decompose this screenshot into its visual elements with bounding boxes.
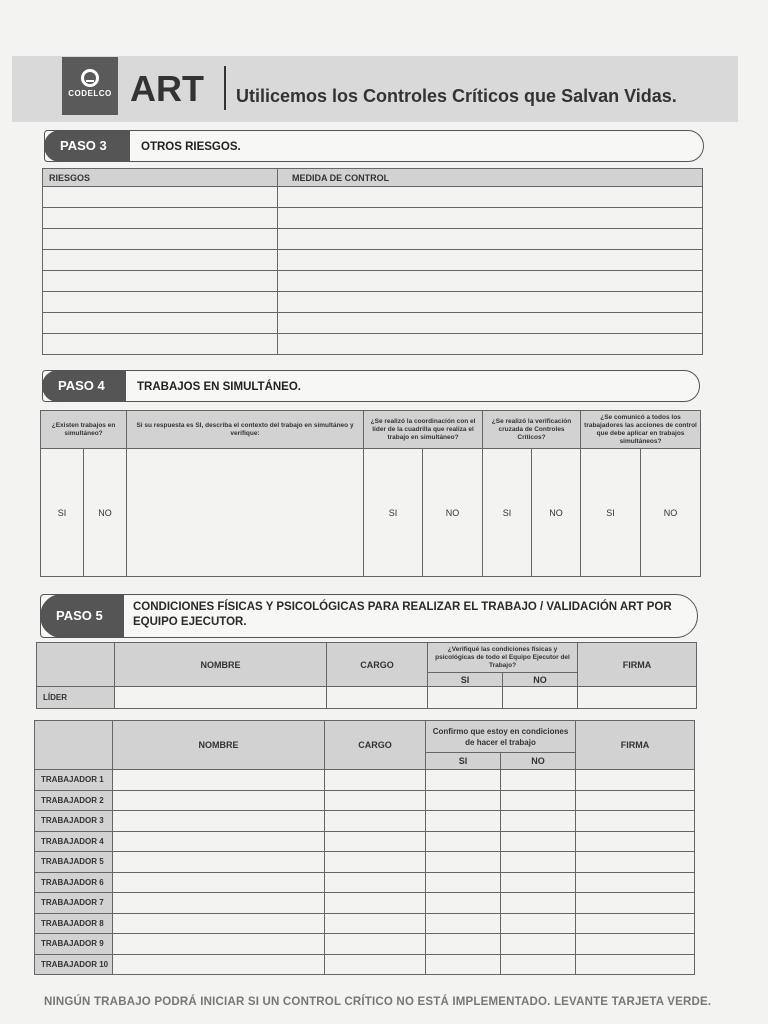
- workers-firma-header: FIRMA: [576, 721, 695, 770]
- lider-no-cell[interactable]: [503, 687, 578, 709]
- lider-firma-cell[interactable]: [578, 687, 697, 709]
- comunico-header: ¿Se comunicó a todos los trabajadores las acciones de control que debe aplicar en trabajos simultáneos?: [581, 411, 701, 449]
- verificacion-no[interactable]: NO: [532, 449, 581, 577]
- existen-trabajos-header: ¿Existen trabajos en simultáneo?: [41, 411, 127, 449]
- worker-firma-cell[interactable]: [576, 770, 695, 791]
- worker-nombre-cell[interactable]: [113, 934, 325, 955]
- worker-firma-cell[interactable]: [576, 893, 695, 914]
- worker-si-cell[interactable]: [426, 790, 501, 811]
- worker-no-cell[interactable]: [501, 770, 576, 791]
- worker-cargo-cell[interactable]: [325, 913, 426, 934]
- worker-nombre-cell[interactable]: [113, 954, 325, 975]
- worker-no-cell[interactable]: [501, 934, 576, 955]
- worker-label: TRABAJADOR 2: [35, 790, 113, 811]
- codelco-logo: [62, 57, 118, 115]
- describa-cell[interactable]: [127, 449, 364, 577]
- worker-si-cell[interactable]: [426, 872, 501, 893]
- worker-cargo-cell[interactable]: [325, 852, 426, 873]
- worker-nombre-cell[interactable]: [113, 913, 325, 934]
- worker-label: TRABAJADOR 8: [35, 913, 113, 934]
- lider-no-header: NO: [503, 673, 578, 687]
- riesgo-cell[interactable]: [43, 271, 278, 292]
- paso4-bar: [42, 370, 700, 402]
- worker-no-cell[interactable]: [501, 954, 576, 975]
- paso3-bar: [44, 130, 704, 162]
- logo-text: CODELCO: [68, 89, 112, 98]
- worker-firma-cell[interactable]: [576, 913, 695, 934]
- describa-header: Si su respuesta es SI, describa el contexto del trabajo en simultáneo y verifique:: [127, 411, 364, 449]
- worker-firma-cell[interactable]: [576, 811, 695, 832]
- worker-nombre-cell[interactable]: [113, 790, 325, 811]
- worker-firma-cell[interactable]: [576, 934, 695, 955]
- page-title: ART: [130, 68, 204, 109]
- riesgos-table: [42, 168, 703, 355]
- worker-cargo-cell[interactable]: [325, 934, 426, 955]
- simultaneo-table: [40, 410, 701, 577]
- worker-cargo-cell[interactable]: [325, 831, 426, 852]
- title-divider: [224, 66, 226, 110]
- worker-label: TRABAJADOR 1: [35, 770, 113, 791]
- coordinacion-si[interactable]: SI: [364, 449, 423, 577]
- worker-label: TRABAJADOR 3: [35, 811, 113, 832]
- paso4-title: TRABAJOS EN SIMULTÁNEO.: [137, 381, 301, 393]
- comunico-no[interactable]: NO: [641, 449, 701, 577]
- worker-label: TRABAJADOR 6: [35, 872, 113, 893]
- existen-no[interactable]: NO: [84, 449, 127, 577]
- page-subtitle: Utilicemos los Controles Críticos que Salvan Vidas.: [236, 86, 677, 106]
- worker-label: TRABAJADOR 5: [35, 852, 113, 873]
- paso4-label: PASO 4: [42, 370, 126, 402]
- riesgo-cell[interactable]: [43, 334, 278, 355]
- medida-cell[interactable]: [278, 271, 703, 292]
- coordinacion-no[interactable]: NO: [423, 449, 483, 577]
- riesgo-cell[interactable]: [43, 187, 278, 208]
- worker-cargo-cell[interactable]: [325, 872, 426, 893]
- worker-si-cell[interactable]: [426, 770, 501, 791]
- worker-cargo-cell[interactable]: [325, 954, 426, 975]
- lider-verify-header: ¿Verifiqué las condiciones físicas y psicológicas de todo el Equipo Ejecutor del Trabajo?: [428, 643, 578, 673]
- medida-cell[interactable]: [278, 334, 703, 355]
- paso3-label: PASO 3: [44, 130, 130, 162]
- medida-cell[interactable]: [278, 229, 703, 250]
- worker-nombre-cell[interactable]: [113, 852, 325, 873]
- worker-firma-cell[interactable]: [576, 872, 695, 893]
- worker-nombre-cell[interactable]: [113, 872, 325, 893]
- worker-no-cell[interactable]: [501, 811, 576, 832]
- worker-nombre-cell[interactable]: [113, 893, 325, 914]
- worker-si-cell[interactable]: [426, 934, 501, 955]
- codelco-logo-icon: [81, 69, 99, 87]
- medida-cell[interactable]: [278, 292, 703, 313]
- paso5-title-line2: EQUIPO EJECUTOR.: [133, 616, 247, 628]
- riesgo-cell[interactable]: [43, 208, 278, 229]
- lider-table: [36, 642, 697, 709]
- lider-cargo-header: CARGO: [327, 643, 428, 687]
- worker-firma-cell[interactable]: [576, 831, 695, 852]
- worker-firma-cell[interactable]: [576, 954, 695, 975]
- medida-cell[interactable]: [278, 250, 703, 271]
- footer-warning: NINGÚN TRABAJO PODRÁ INICIAR SI UN CONTROL CRÍTICO NO ESTÁ IMPLEMENTADO. LEVANTE TARJETA VERDE.: [44, 996, 712, 1008]
- lider-label: LÍDER: [37, 687, 115, 709]
- worker-no-cell[interactable]: [501, 913, 576, 934]
- lider-cargo-cell[interactable]: [327, 687, 428, 709]
- col-medida-control: MEDIDA DE CONTROL: [278, 169, 703, 187]
- riesgo-cell[interactable]: [43, 313, 278, 334]
- lider-nombre-cell[interactable]: [115, 687, 327, 709]
- worker-nombre-cell[interactable]: [113, 831, 325, 852]
- worker-no-cell[interactable]: [501, 872, 576, 893]
- worker-no-cell[interactable]: [501, 852, 576, 873]
- worker-label: TRABAJADOR 4: [35, 831, 113, 852]
- col-riesgos: RIESGOS: [43, 169, 278, 187]
- verificacion-cruzada-header: ¿Se realizó la verificación cruzada de Controles Críticos?: [483, 411, 581, 449]
- coordinacion-header: ¿Se realizó la coordinación con el líder de la cuadrilla que realiza el trabajo en simultáneo?: [364, 411, 483, 449]
- worker-no-cell[interactable]: [501, 831, 576, 852]
- worker-si-cell[interactable]: [426, 852, 501, 873]
- worker-cargo-cell[interactable]: [325, 770, 426, 791]
- workers-cargo-header: CARGO: [325, 721, 426, 770]
- worker-firma-cell[interactable]: [576, 852, 695, 873]
- worker-firma-cell[interactable]: [576, 790, 695, 811]
- worker-no-cell[interactable]: [501, 893, 576, 914]
- paso3-title: OTROS RIESGOS.: [141, 141, 241, 153]
- workers-si-header: SI: [426, 753, 501, 770]
- workers-confirm-header: Confirmo que estoy en condiciones de hacer el trabajo: [426, 721, 576, 753]
- worker-no-cell[interactable]: [501, 790, 576, 811]
- worker-label: TRABAJADOR 10: [35, 954, 113, 975]
- lider-si-cell[interactable]: [428, 687, 503, 709]
- worker-cargo-cell[interactable]: [325, 893, 426, 914]
- lider-nombre-header: NOMBRE: [115, 643, 327, 687]
- worker-si-cell[interactable]: [426, 954, 501, 975]
- medida-cell[interactable]: [278, 187, 703, 208]
- worker-cargo-cell[interactable]: [325, 790, 426, 811]
- lider-si-header: SI: [428, 673, 503, 687]
- workers-no-header: NO: [501, 753, 576, 770]
- verificacion-si[interactable]: SI: [483, 449, 532, 577]
- paso5-title: [133, 600, 672, 630]
- trabajadores-table: [34, 720, 695, 975]
- paso5-label: PASO 5: [40, 594, 124, 638]
- worker-label: TRABAJADOR 9: [35, 934, 113, 955]
- paso5-bar: [40, 594, 698, 638]
- worker-label: TRABAJADOR 7: [35, 893, 113, 914]
- riesgo-cell[interactable]: [43, 229, 278, 250]
- lider-firma-header: FIRMA: [578, 643, 697, 687]
- paso5-title-line1: CONDICIONES FÍSICAS Y PSICOLÓGICAS PARA REALIZAR EL TRABAJO / VALIDACIÓN ART POR: [133, 601, 672, 613]
- lider-blank-header: [37, 643, 115, 687]
- comunico-si[interactable]: SI: [581, 449, 641, 577]
- worker-si-cell[interactable]: [426, 831, 501, 852]
- worker-si-cell[interactable]: [426, 811, 501, 832]
- medida-cell[interactable]: [278, 208, 703, 229]
- riesgo-cell[interactable]: [43, 292, 278, 313]
- worker-si-cell[interactable]: [426, 893, 501, 914]
- medida-cell[interactable]: [278, 313, 703, 334]
- workers-blank-header: [35, 721, 113, 770]
- workers-nombre-header: NOMBRE: [113, 721, 325, 770]
- existen-si[interactable]: SI: [41, 449, 84, 577]
- worker-cargo-cell[interactable]: [325, 811, 426, 832]
- worker-si-cell[interactable]: [426, 913, 501, 934]
- worker-nombre-cell[interactable]: [113, 811, 325, 832]
- riesgo-cell[interactable]: [43, 250, 278, 271]
- worker-nombre-cell[interactable]: [113, 770, 325, 791]
